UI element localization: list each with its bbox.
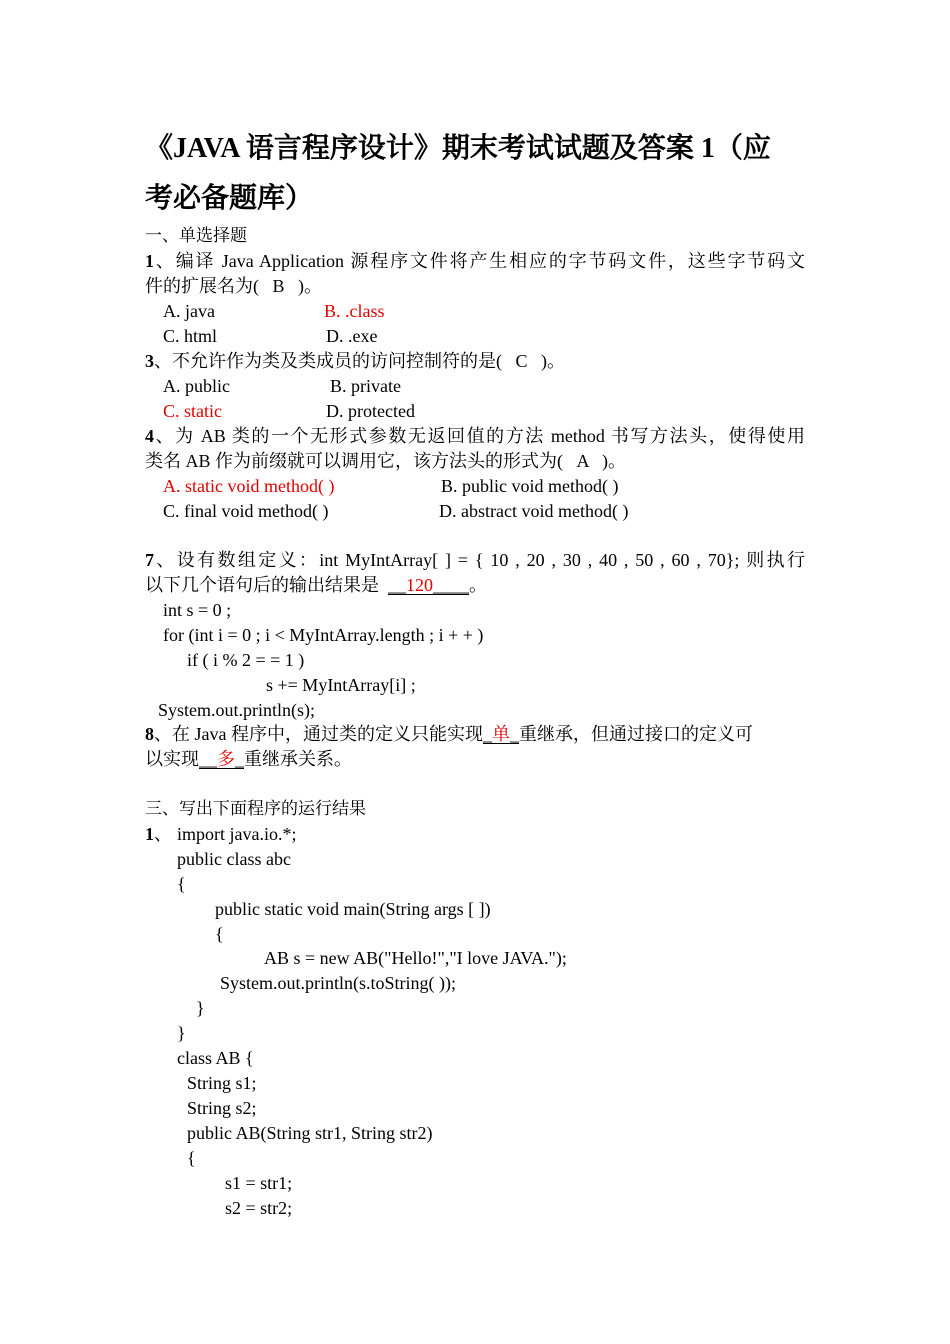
question-text: 重继承关系。 bbox=[244, 749, 352, 769]
answer-text: 单 bbox=[491, 724, 510, 744]
q1-option-b-answer: B. .class bbox=[324, 301, 385, 321]
q4-option-c: C. final void method( ) bbox=[163, 501, 329, 521]
code-line: { bbox=[215, 924, 224, 944]
code-line: AB s = new AB("Hello!","I love JAVA."); bbox=[264, 948, 567, 968]
code-line: if ( i % 2 = = 1 ) bbox=[187, 650, 305, 670]
q1-option-c: C. html bbox=[163, 326, 218, 346]
code-line: System.out.println(s); bbox=[158, 700, 315, 720]
q1-option-a: A. java bbox=[163, 301, 215, 321]
program-1-label bbox=[145, 822, 172, 847]
question-separator: 、 bbox=[154, 824, 172, 844]
question-8-text-line-1 bbox=[145, 722, 753, 747]
code-line: String s1; bbox=[187, 1073, 257, 1093]
question-1-text-line-2: 件的扩展名为( B )。 bbox=[145, 276, 322, 296]
code-line: s1 = str1; bbox=[225, 1173, 293, 1193]
q3-option-d: D. protected bbox=[326, 401, 415, 421]
document-title-line-1: 《JAVA 语言程序设计》期末考试试题及答案 1（应 bbox=[145, 133, 771, 164]
question-number: 3 bbox=[145, 351, 154, 371]
code-line: int s = 0 ; bbox=[163, 600, 232, 620]
question-text: 以实现 bbox=[145, 749, 199, 769]
q1-option-d: D. .exe bbox=[326, 326, 378, 346]
question-4-text-line-1 bbox=[145, 424, 805, 449]
question-text: 、编译 Java Application 源程序文件将产生相应的字节码文件，这些字节码文 bbox=[154, 251, 805, 271]
question-number: 7 bbox=[145, 550, 154, 570]
code-line: for (int i = 0 ; i < MyIntArray.length ; i + + ) bbox=[163, 625, 484, 645]
question-text: 、在 Java 程序中，通过类的定义只能实现 bbox=[154, 724, 483, 744]
q4-option-d: D. abstract void method( ) bbox=[439, 501, 629, 521]
answer-blank: __多_ bbox=[199, 749, 244, 769]
code-line: public AB(String str1, String str2) bbox=[187, 1123, 433, 1143]
answer-blank: _单_ bbox=[482, 724, 519, 744]
answer-text: 120 bbox=[406, 575, 433, 595]
code-line: { bbox=[187, 1148, 196, 1168]
code-line: String s2; bbox=[187, 1098, 257, 1118]
question-text: 重继承，但通过接口的定义可 bbox=[518, 724, 753, 744]
code-line: { bbox=[177, 874, 186, 894]
code-line: s += MyIntArray[i] ; bbox=[266, 675, 416, 695]
q3-option-b: B. private bbox=[330, 376, 401, 396]
question-number: 8 bbox=[145, 724, 154, 744]
question-8-text-line-2 bbox=[145, 747, 352, 772]
question-number: 1 bbox=[145, 824, 154, 844]
q4-option-b: B. public void method( ) bbox=[441, 476, 619, 496]
answer-blank: __120____ bbox=[388, 575, 469, 595]
q3-option-c-answer: C. static bbox=[163, 401, 222, 421]
code-line: } bbox=[196, 998, 205, 1018]
question-text: 以下几个语句后的输出结果是 bbox=[145, 575, 388, 595]
question-text: 。 bbox=[469, 575, 487, 595]
q3-option-a: A. public bbox=[163, 376, 230, 396]
question-4-text-line-2: 类名 AB 作为前缀就可以调用它，该方法头的形式为( A )。 bbox=[145, 451, 626, 471]
code-line: import java.io.*; bbox=[177, 824, 297, 844]
question-1-text-line-1 bbox=[145, 249, 805, 274]
question-number: 4 bbox=[145, 426, 154, 446]
code-line: public static void main(String args [ ]) bbox=[215, 899, 491, 919]
question-7-text-line-2 bbox=[145, 573, 487, 598]
section-heading-program-output: 三、写出下面程序的运行结果 bbox=[145, 799, 366, 819]
code-line: System.out.println(s.toString( )); bbox=[220, 973, 456, 993]
question-7-text-line-1 bbox=[145, 548, 805, 573]
code-line: class AB { bbox=[177, 1048, 254, 1068]
document-title-line-2: 考必备题库） bbox=[145, 183, 314, 214]
q4-option-a-answer: A. static void method( ) bbox=[163, 476, 335, 496]
question-number: 1 bbox=[145, 251, 154, 271]
code-line: } bbox=[177, 1023, 186, 1043]
question-text: 、为 AB 类的一个无形式参数无返回值的方法 method 书写方法头，使得使用 bbox=[154, 426, 805, 446]
answer-text: 多 bbox=[217, 749, 235, 769]
section-heading-single-choice: 一、单选择题 bbox=[145, 226, 247, 246]
question-3-text bbox=[145, 349, 565, 374]
question-text: 、不允许作为类及类成员的访问控制符的是( C )。 bbox=[154, 351, 565, 371]
question-text: 、设有数组定义：int MyIntArray[ ] = { 10 , 20 , 30 , 40 , 50 , 60 , 70}; 则执行 bbox=[154, 550, 805, 570]
code-line: public class abc bbox=[177, 849, 291, 869]
code-line: s2 = str2; bbox=[225, 1198, 293, 1218]
